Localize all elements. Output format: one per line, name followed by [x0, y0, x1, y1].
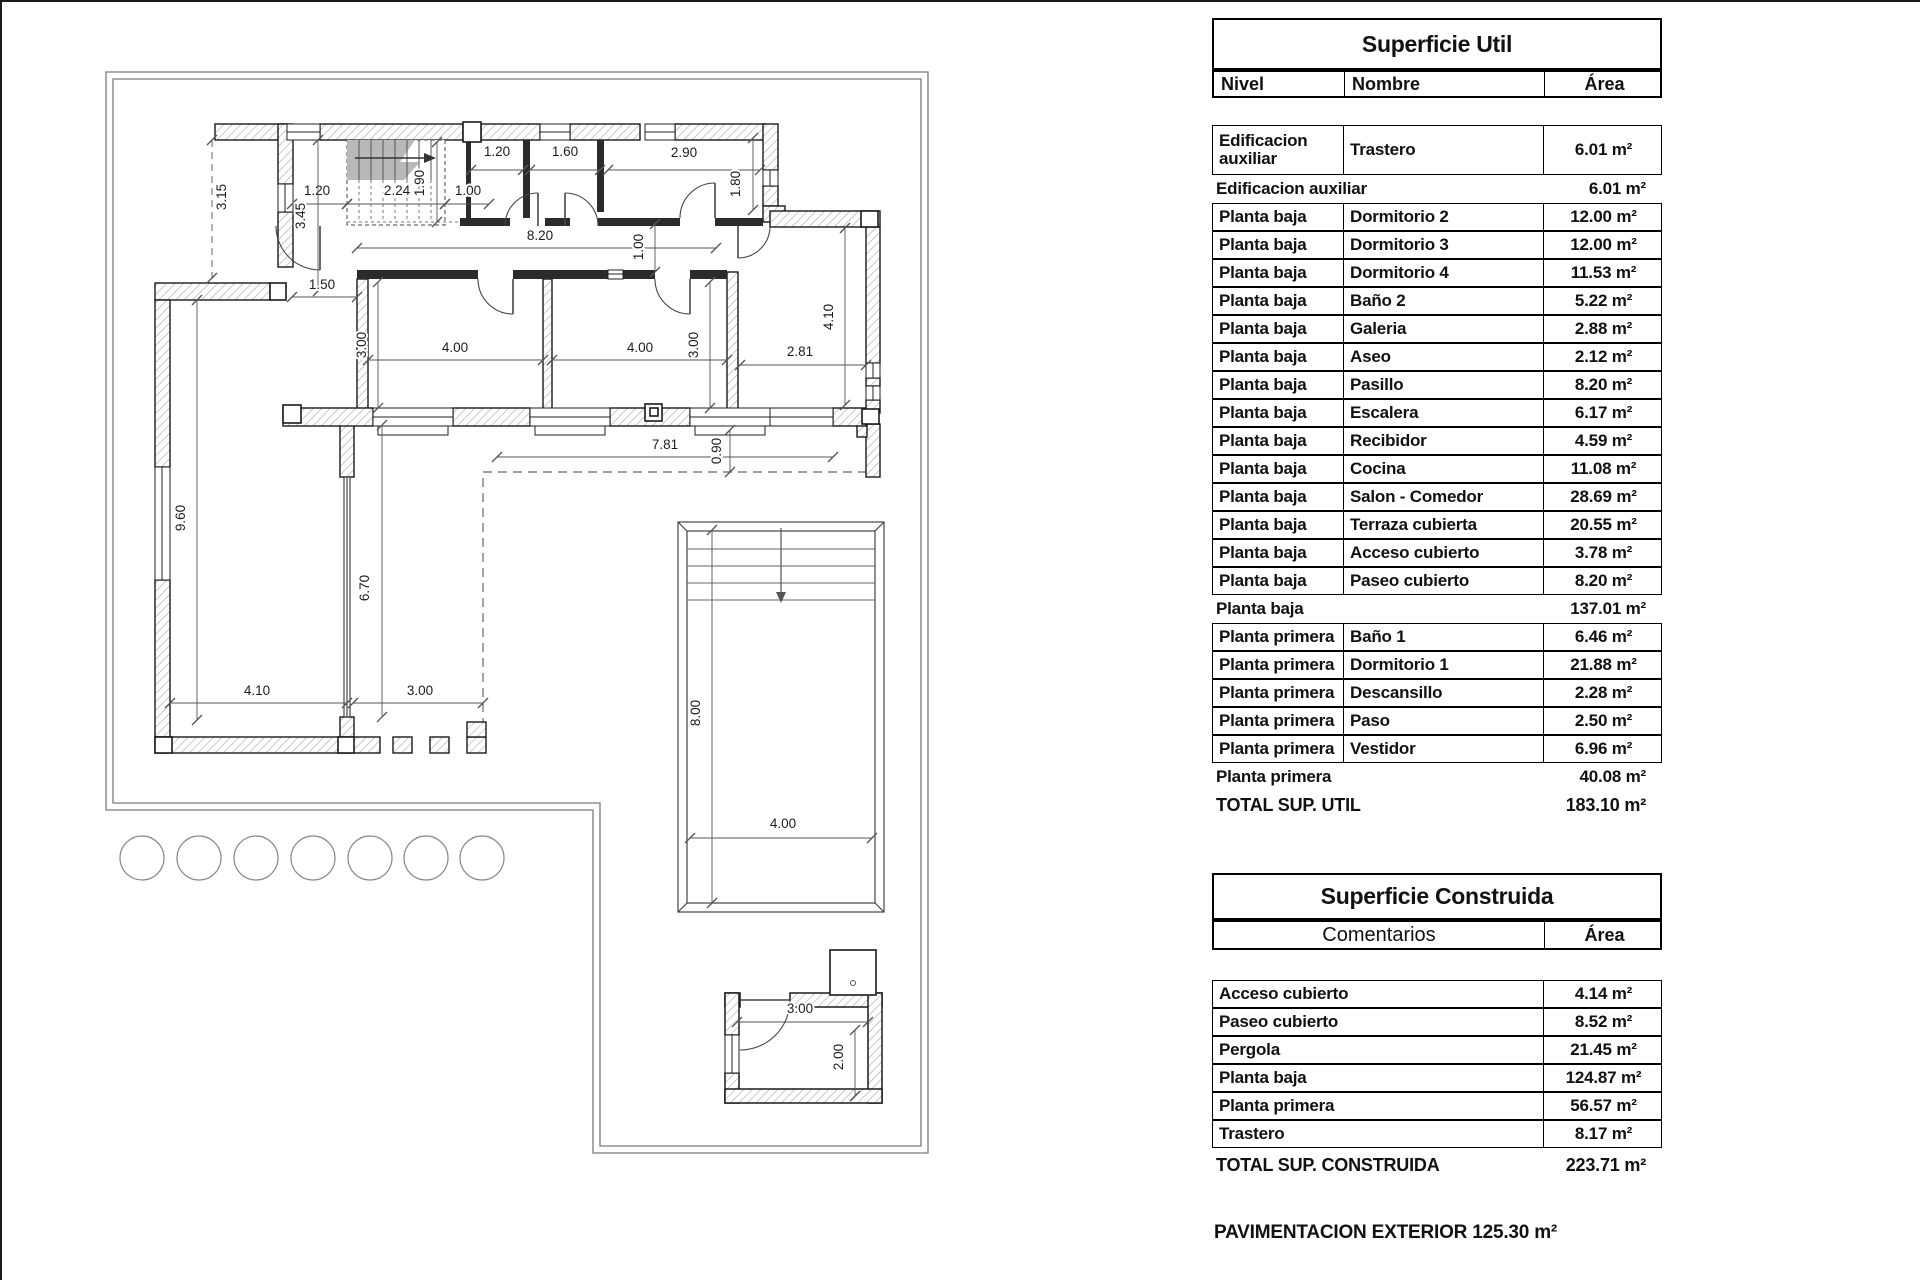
outbuilding-door [740, 1000, 790, 1050]
row-nombre: Terraza cubierta [1343, 512, 1543, 538]
subtotal-value: 183.10 m² [1565, 794, 1646, 815]
row-nivel: Planta baja [1219, 347, 1307, 367]
row-nivel: Planta baja [1219, 487, 1307, 507]
row-nombre: Baño 2 [1343, 288, 1543, 314]
row-nombre: Aseo [1343, 344, 1543, 370]
row-nombre: Dormitorio 4 [1343, 260, 1543, 286]
construida-header-comentarios: Comentarios [1322, 923, 1436, 946]
row-area: 2.28 m² [1543, 680, 1663, 706]
table-row [1212, 1120, 1662, 1148]
row-area: 12.00 m² [1543, 232, 1663, 258]
row-nivel: Planta primera [1219, 711, 1335, 731]
row-nombre: Descansillo [1343, 680, 1543, 706]
subtotal-value: 40.08 m² [1579, 767, 1646, 786]
row-area: 6.17 m² [1543, 400, 1663, 426]
row-nombre: Planta primera [1219, 1096, 1335, 1116]
table-row [1212, 259, 1662, 287]
row-nombre: Pergola [1219, 1040, 1280, 1060]
table-row [1212, 980, 1662, 1008]
row-area: 11.53 m² [1543, 260, 1663, 286]
row-nombre: Trastero [1219, 1124, 1285, 1144]
table-row [1212, 567, 1662, 595]
dimension-label: 3.00 [686, 331, 701, 359]
dimension-label: 1.00 [454, 183, 482, 198]
dimension-label: 1.80 [728, 170, 743, 198]
util-table-header [1212, 70, 1662, 98]
dimension-label: 1.60 [551, 144, 579, 159]
tree-circle [348, 836, 392, 880]
row-nombre: Dormitorio 3 [1343, 232, 1543, 258]
row-nivel: Planta baja [1219, 375, 1307, 395]
row-nivel: Planta baja [1219, 431, 1307, 451]
tree-circle [291, 836, 335, 880]
row-nivel: Planta baja [1219, 291, 1307, 311]
dimension-label: 2.24 [383, 183, 411, 198]
pergola-dashed-outline [483, 472, 867, 745]
dimension-label: 8.20 [526, 228, 554, 243]
table-row [1212, 203, 1662, 231]
total-row [1212, 791, 1662, 819]
row-nivel: Planta primera [1219, 655, 1335, 675]
row-area: 8.17 m² [1543, 1121, 1663, 1147]
dimension-label: 4.10 [243, 683, 271, 698]
dimension-label: 1.20 [483, 144, 511, 159]
dimension-label: 1.20 [303, 183, 331, 198]
row-nivel: Planta primera [1219, 627, 1335, 647]
row-nombre: Salon - Comedor [1343, 484, 1543, 510]
row-nivel: Planta baja [1219, 207, 1307, 227]
row-area: 56.57 m² [1543, 1093, 1663, 1119]
row-nombre: Dormitorio 2 [1343, 204, 1543, 230]
table-row [1212, 315, 1662, 343]
subtotal-value: 6.01 m² [1588, 179, 1646, 198]
tree-circle [234, 836, 278, 880]
row-nivel: Edificacion auxiliar [1219, 131, 1308, 168]
row-nombre: Baño 1 [1343, 624, 1543, 650]
tree-circle [404, 836, 448, 880]
pavimentacion-note: PAVIMENTACION EXTERIOR 125.30 m² [1214, 1222, 1558, 1243]
table-row [1212, 511, 1662, 539]
subtotal-row [1212, 595, 1662, 623]
row-nombre: Paseo cubierto [1219, 1012, 1339, 1032]
row-nivel: Planta baja [1219, 459, 1307, 479]
row-nombre: Pasillo [1343, 372, 1543, 398]
table-row [1212, 455, 1662, 483]
table-row [1212, 399, 1662, 427]
table-row [1212, 483, 1662, 511]
subtotal-value: 137.01 m² [1570, 599, 1646, 618]
dimension-label: 3.00 [786, 1001, 814, 1016]
row-area: 6.46 m² [1543, 624, 1663, 650]
table-row [1212, 427, 1662, 455]
table-row [1212, 651, 1662, 679]
subtotal-label: Planta primera [1216, 767, 1332, 786]
row-nivel: Planta baja [1219, 319, 1307, 339]
row-nombre: Paso [1343, 708, 1543, 734]
construida-total-row [1212, 1150, 1662, 1180]
dimension-label: 1.50 [308, 277, 336, 292]
table-row [1212, 1092, 1662, 1120]
table-row [1212, 371, 1662, 399]
table-row [1212, 231, 1662, 259]
row-area: 28.69 m² [1543, 484, 1663, 510]
swimming-pool [678, 522, 884, 912]
door [680, 183, 715, 218]
row-area: 12.00 m² [1543, 204, 1663, 230]
tree-circle [177, 836, 221, 880]
row-area: 8.20 m² [1543, 372, 1663, 398]
row-nivel: Planta baja [1219, 571, 1307, 591]
dimension-label: 4.10 [821, 303, 836, 331]
row-area: 4.14 m² [1543, 981, 1663, 1007]
row-nombre: Cocina [1343, 456, 1543, 482]
table-row [1212, 735, 1662, 763]
construida-total-value: 223.71 m² [1565, 1154, 1646, 1175]
door [738, 226, 770, 258]
table-row [1212, 1008, 1662, 1036]
table-row [1212, 623, 1662, 651]
pool-entry-arrow [776, 592, 786, 603]
construida-table-title: Superficie Construida [1212, 873, 1662, 920]
subtotal-row [1212, 175, 1662, 203]
dimension-label: 4.00 [441, 340, 469, 355]
row-nombre: Trastero [1343, 126, 1543, 174]
row-area: 21.45 m² [1543, 1037, 1663, 1063]
row-area: 21.88 m² [1543, 652, 1663, 678]
row-area: 6.01 m² [1543, 126, 1663, 174]
house-walls [155, 124, 880, 753]
construida-header-area: Área [1544, 922, 1664, 948]
dimension-label: 2.81 [786, 344, 814, 359]
dimension-label: 3.15 [214, 183, 229, 211]
dimension-label: 1.00 [631, 233, 646, 261]
subtotal-label: Edificacion auxiliar [1216, 179, 1367, 198]
row-nombre: Acceso cubierto [1219, 984, 1349, 1004]
util-table-title: Superficie Util [1212, 18, 1662, 70]
subtotal-row [1212, 763, 1662, 791]
table-row [1212, 1064, 1662, 1092]
dimension-label: 6.70 [357, 574, 372, 602]
property-boundary [106, 72, 928, 1153]
row-nombre: Recibidor [1343, 428, 1543, 454]
dimension-label: 1.90 [412, 169, 427, 197]
dimension-label: 9.60 [173, 504, 188, 532]
row-area: 2.12 m² [1543, 344, 1663, 370]
row-area: 5.22 m² [1543, 288, 1663, 314]
row-nombre: Planta baja [1219, 1068, 1307, 1088]
row-nombre: Paseo cubierto [1343, 568, 1543, 594]
row-area: 20.55 m² [1543, 512, 1663, 538]
tree-circle [120, 836, 164, 880]
row-area: 4.59 m² [1543, 428, 1663, 454]
dimension-label: 4.00 [769, 816, 797, 831]
table-row [1212, 125, 1662, 175]
row-area: 11.08 m² [1543, 456, 1663, 482]
row-nombre: Galeria [1343, 316, 1543, 342]
row-nivel: Planta baja [1219, 403, 1307, 423]
dimension-label: 3.00 [406, 683, 434, 698]
dimension-label: 0.90 [709, 437, 724, 465]
dimension-label: 7.81 [651, 437, 679, 452]
construida-total-label: TOTAL SUP. CONSTRUIDA [1216, 1154, 1440, 1175]
subtotal-label: TOTAL SUP. UTIL [1216, 794, 1361, 815]
row-nivel: Planta primera [1219, 739, 1335, 759]
dimension-label: 3.00 [354, 331, 369, 359]
subtotal-label: Planta baja [1216, 599, 1304, 618]
row-area: 2.50 m² [1543, 708, 1663, 734]
row-area: 6.96 m² [1543, 736, 1663, 762]
row-nombre: Escalera [1343, 400, 1543, 426]
row-nombre: Dormitorio 1 [1343, 652, 1543, 678]
row-nivel: Planta baja [1219, 515, 1307, 535]
row-area: 124.87 m² [1543, 1065, 1663, 1091]
table-row [1212, 287, 1662, 315]
row-area: 3.78 m² [1543, 540, 1663, 566]
dimension-label: 4.00 [626, 340, 654, 355]
util-header-area: Área [1544, 72, 1664, 96]
row-area: 8.20 m² [1543, 568, 1663, 594]
row-area: 8.52 m² [1543, 1009, 1663, 1035]
trees-row [120, 836, 504, 880]
table-row [1212, 707, 1662, 735]
row-nivel: Planta baja [1219, 543, 1307, 563]
row-nombre: Acceso cubierto [1343, 540, 1543, 566]
tree-circle [460, 836, 504, 880]
dimension-label: 3.45 [293, 202, 308, 230]
door [478, 279, 513, 314]
construida-table-header [1212, 920, 1662, 950]
table-row [1212, 539, 1662, 567]
dimension-label: 2.90 [670, 145, 698, 160]
dimension-label: 2.00 [831, 1043, 846, 1071]
row-nivel: Planta primera [1219, 683, 1335, 703]
row-area: 2.88 m² [1543, 316, 1663, 342]
row-nivel: Planta baja [1219, 263, 1307, 283]
util-header-nombre: Nombre [1344, 72, 1544, 96]
util-header-nivel: Nivel [1221, 73, 1265, 94]
utility-box [830, 950, 876, 995]
door [655, 279, 690, 314]
table-row [1212, 1036, 1662, 1064]
row-nivel: Planta baja [1219, 235, 1307, 255]
table-row [1212, 343, 1662, 371]
dimension-label: 8.00 [688, 699, 703, 727]
row-nombre: Vestidor [1343, 736, 1543, 762]
table-row [1212, 679, 1662, 707]
